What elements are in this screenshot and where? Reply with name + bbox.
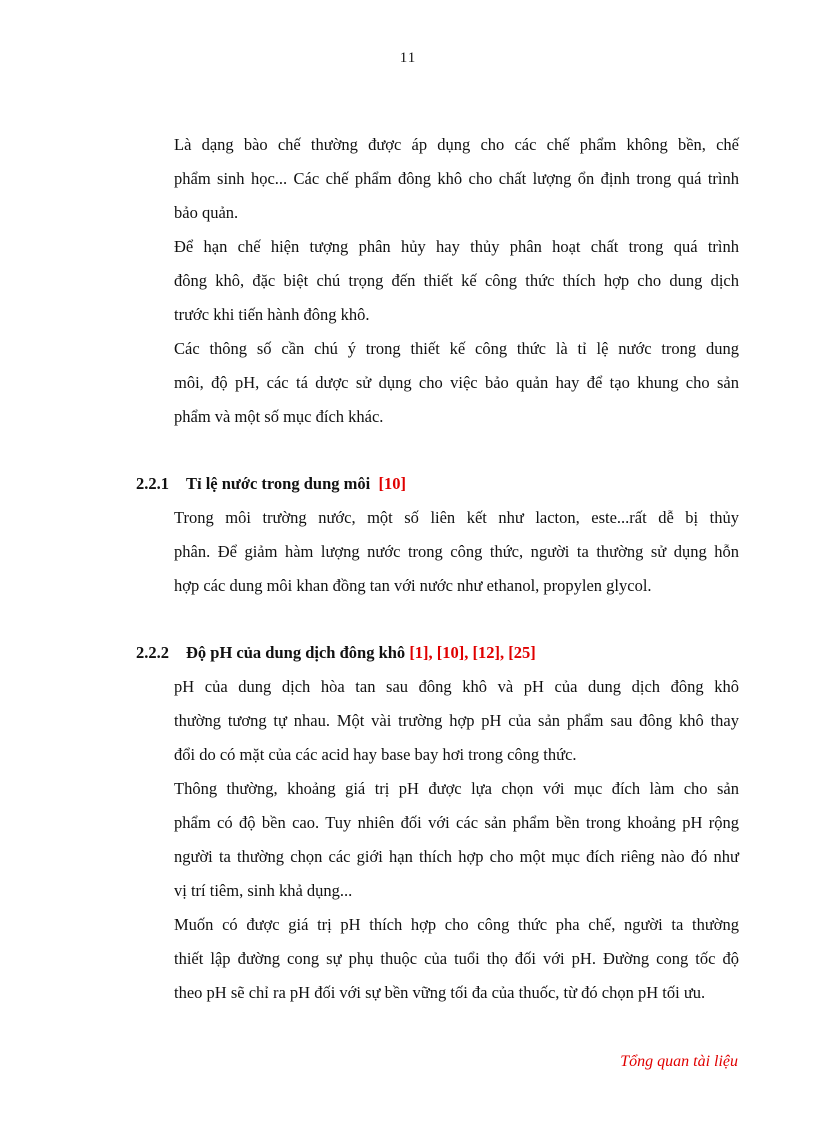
text-line: trước khi tiến hành đông khô. (174, 305, 370, 324)
text-line: theo pH sẽ chỉ ra pH đối với sự bền vững tối đa của thuốc, từ đó chọn pH tối ưu. (174, 983, 706, 1002)
text-line: phân. Để giảm hàm lượng nước trong công thức, người ta thường sử dụng hỗn (174, 542, 739, 561)
section-number: 2.2.2 (136, 643, 169, 662)
paragraph-2-2-1 (136, 501, 739, 603)
paragraph-intro-3 (136, 332, 739, 434)
paragraph-2-2-2-b (136, 772, 739, 908)
section-heading-2-2-2 (136, 636, 739, 670)
text-line: Là dạng bào chế thường được áp dụng cho các chế phẩm không bền, chế (174, 135, 739, 154)
text-line: Để hạn chế hiện tượng phân hủy hay thủy phân hoạt chất trong quá trình (174, 237, 739, 256)
footer-chapter-title: Tổng quan tài liệu (620, 1053, 738, 1070)
section-number: 2.2.1 (136, 474, 169, 493)
text-line: phẩm sinh học... Các chế phẩm đông khô cho chất lượng ổn định trong quá trình (174, 169, 739, 188)
paragraph-intro-2 (136, 230, 739, 332)
document-body (136, 128, 739, 1010)
citation-refs: [10] (378, 474, 406, 493)
text-line: vị trí tiêm, sinh khả dụng... (174, 881, 353, 900)
text-line: đông khô, đặc biệt chú trọng đến thiết kế công thức thích hợp cho dung dịch (174, 271, 739, 290)
text-line: pH của dung dịch hòa tan sau đông khô và pH của dung dịch đông khô (174, 677, 739, 696)
text-line: bảo quản. (174, 203, 239, 222)
paragraph-2-2-2-a (136, 670, 739, 772)
section-heading-2-2-1 (136, 467, 739, 501)
paragraph-intro-1 (136, 128, 739, 230)
text-line: đổi do có mặt của các acid hay base bay hơi trong công thức. (174, 745, 577, 764)
text-line: hợp các dung môi khan đồng tan với nước như ethanol, propylen glycol. (174, 576, 652, 595)
text-line: Muốn có được giá trị pH thích hợp cho công thức pha chế, người ta thường (174, 915, 739, 934)
citation-refs: [1], [10], [12], [25] (409, 643, 536, 662)
text-line: thường tương tự nhau. Một vài trường hợp pH của sản phẩm sau đông khô thay (174, 711, 739, 730)
text-line: môi, độ pH, các tá dược sử dụng cho việc bảo quản hay để tạo khung cho sản (174, 373, 739, 392)
text-line: phẩm và một số mục đích khác. (174, 407, 384, 426)
paragraph-2-2-2-c (136, 908, 739, 1010)
page-number: 11 (399, 50, 417, 66)
text-line: Thông thường, khoảng giá trị pH được lựa chọn với mục đích làm cho sản (174, 779, 739, 798)
text-line: người ta thường chọn các giới hạn thích hợp cho một mục đích riêng nào đó như (174, 847, 739, 866)
section-title: Độ pH của dung dịch đông khô (186, 643, 406, 662)
section-title: Tỉ lệ nước trong dung môi (186, 474, 371, 493)
text-line: thiết lập đường cong sự phụ thuộc của tuổi thọ đối với pH. Đường cong tốc độ (174, 949, 739, 968)
text-line: Các thông số cần chú ý trong thiết kế công thức là tỉ lệ nước trong dung (174, 339, 739, 358)
text-line: Trong môi trường nước, một số liên kết như lacton, este...rất dễ bị thủy (174, 508, 739, 527)
text-line: phẩm có độ bền cao. Tuy nhiên đối với các sản phẩm bền trong khoảng pH rộng (174, 813, 739, 832)
